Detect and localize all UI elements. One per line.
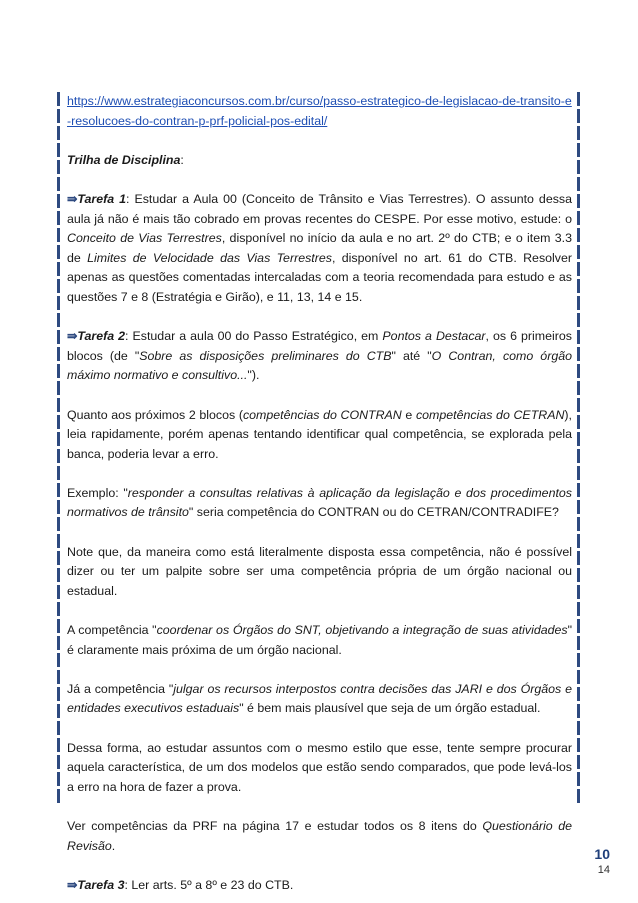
left-border	[57, 92, 60, 803]
quanto-paragraph: Quanto aos próximos 2 blocos (competências do CONTRAN e competências do CETRAN), leia rapidamente, porém apenas tentando identificar qual competência, se explorada pela banca, poderia levar a erro.	[67, 407, 572, 461]
document-body	[67, 92, 572, 895]
julgar-paragraph: Já a competência "julgar os recursos interpostos contra decisões das JARI e dos Órgãos e entidades executivos estaduais" é bem mais plausível que seja de um órgão estadual.	[67, 681, 572, 716]
tarefa-1-paragraph: ⇛Tarefa 1: Estudar a Aula 00 (Conceito de Trânsito e Vias Terrestres). O assunto dessa aula já não é mais tão cobrado em provas recentes do CESPE. Por esse motivo, estude: o Conceito de Vias Terrestres, disponível no início da aula e no art. 2º do CTB; e o item 3.3 de Limites de Velocidade das Vias Terrestres, disponível no art. 61 do CTB. Resolver apenas as questões comentadas intercaladas com a teoria recomendada para estudo e as questões 7 e 8 (Estratégia e Girão), e 11, 13, 14 e 15.	[67, 191, 572, 304]
arrow-icon: ⇛	[67, 191, 78, 206]
tarefa-3-paragraph: ⇛Tarefa 3: Ler arts. 5º a 8º e 23 do CTB.	[67, 877, 294, 892]
coordenar-paragraph: A competência "coordenar os Órgãos do SNT, objetivando a integração de suas atividades" é claramente mais próxima de um órgão nacional.	[67, 623, 572, 657]
note-paragraph: Note que, da maneira como está literalmente disposta essa competência, não é possível dizer ou ter um palpite sobre ser uma competência própria de um órgão nacional ou estadual.	[67, 544, 572, 598]
tarefa-2-label: Tarefa 2	[77, 329, 126, 344]
dessa-forma-paragraph: Dessa forma, ao estudar assuntos com o mesmo estilo que esse, tente sempre procurar aquela característica, de um dos modelos que estão sendo comparados, que pode levá-los a erro na hora de fazer a prova.	[67, 740, 572, 794]
trilha-label: Trilha de Disciplina	[67, 152, 181, 167]
right-border	[577, 92, 580, 803]
tarefa-3-label: Tarefa 3	[77, 877, 125, 892]
tarefa-1-label: Tarefa 1	[77, 191, 127, 206]
arrow-icon: ⇛	[67, 329, 78, 344]
page-number	[594, 846, 610, 878]
course-link[interactable]: https://www.estrategiaconcursos.com.br/curso/passo-estrategico-de-legislacao-de-transito-e-resolucoes-do-contran-p-prf-policial-pos-edital/	[67, 94, 572, 128]
current-page-number: 10	[594, 846, 610, 862]
total-pages: 14	[597, 864, 610, 876]
ver-competencias-paragraph: Ver competências da PRF na página 17 e estudar todos os 8 itens do Questionário de Revisão.	[67, 818, 573, 853]
exemplo-paragraph: Exemplo: "responder a consultas relativas à aplicação da legislação e dos procedimentos normativos de trânsito" seria competência do CONTRAN ou do CETRAN/CONTRADIFE?	[67, 485, 572, 520]
tarefa-2-paragraph: ⇛Tarefa 2: Estudar a aula 00 do Passo Estratégico, em Pontos a Destacar, os 6 primeiros blocos (de "Sobre as disposições preliminares do CTB" até "O Contran, como órgão máximo normativo e consultivo...").	[67, 329, 572, 383]
arrow-icon: ⇛	[67, 877, 78, 892]
course-link-paragraph	[67, 92, 572, 131]
content-frame	[57, 92, 580, 892]
trilha-heading: Trilha de Disciplina:	[67, 152, 184, 167]
